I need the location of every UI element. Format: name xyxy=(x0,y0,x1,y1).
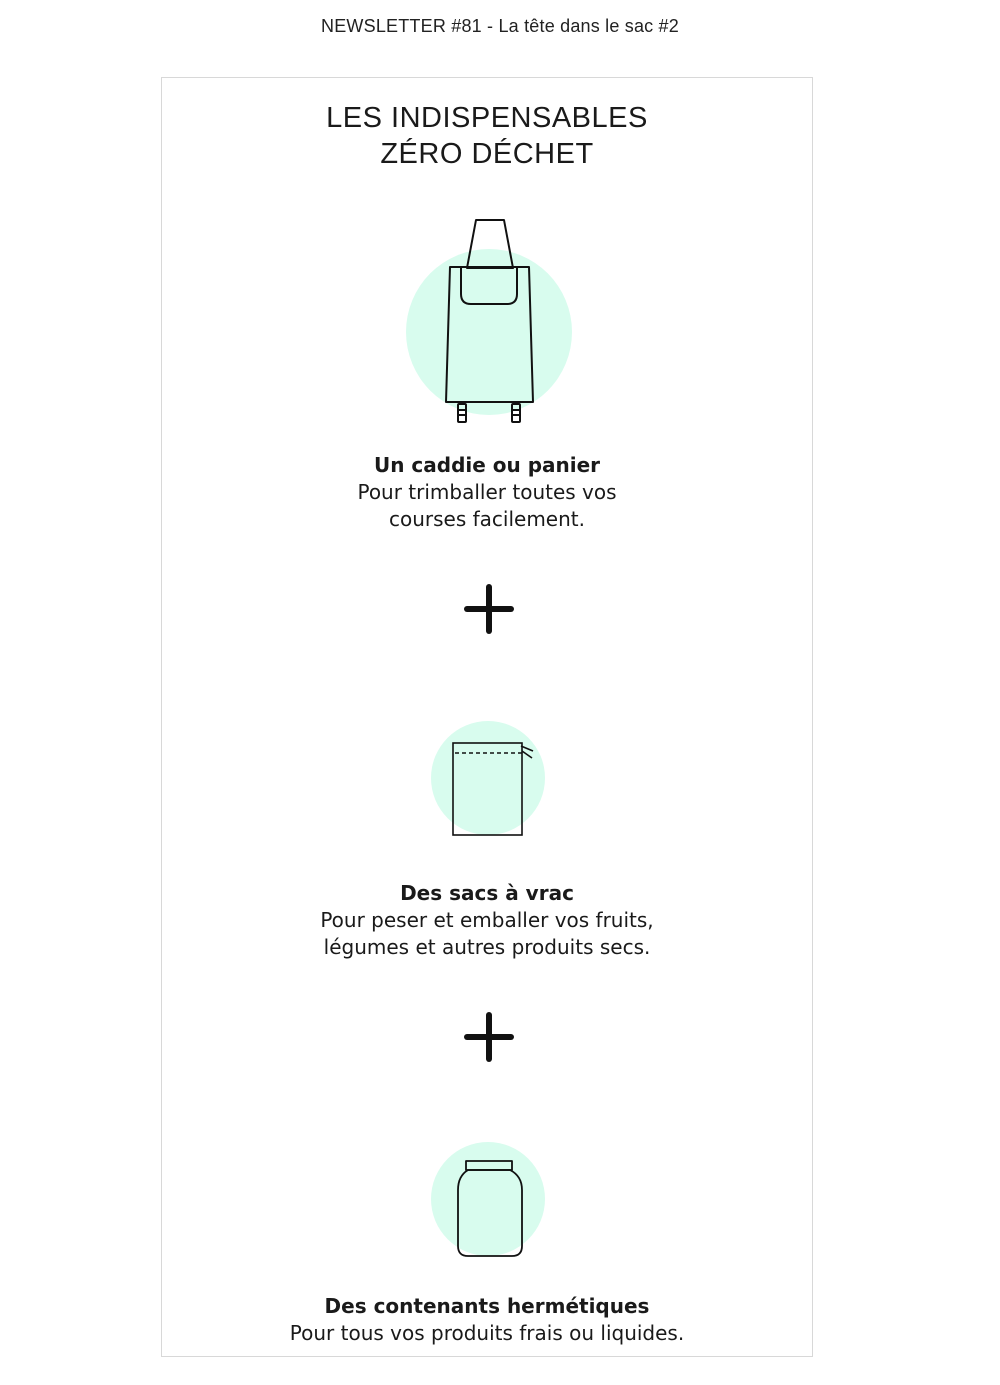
section-title-line-1: LES INDISPENSABLES xyxy=(326,102,648,134)
item-name-trolley: Un caddie ou panier xyxy=(373,453,601,477)
bulk-bag-icon xyxy=(430,718,550,840)
zero-waste-card xyxy=(161,77,813,1357)
item-caption-bulk-bag xyxy=(162,880,812,961)
shopping-trolley-icon xyxy=(401,216,581,428)
item-description-jar: Pour tous vos produits frais ou liquides. xyxy=(289,1321,685,1345)
plus-icon xyxy=(464,1012,514,1062)
item-description-bulk-bag: Pour peser et emballer vos fruits, légumes et autres produits secs. xyxy=(320,908,654,959)
jar-icon xyxy=(430,1140,550,1264)
item-description-trolley: Pour trimballer toutes vos courses facilement. xyxy=(357,480,617,531)
section-title xyxy=(162,100,812,172)
item-caption-jar xyxy=(162,1293,812,1347)
plus-icon xyxy=(464,584,514,634)
item-name-bulk-bag: Des sacs à vrac xyxy=(400,881,574,905)
item-caption-trolley xyxy=(162,452,812,533)
item-name-jar: Des contenants hermétiques xyxy=(324,1294,650,1318)
newsletter-header: NEWSLETTER #81 - La tête dans le sac #2 xyxy=(321,16,679,36)
section-title-line-2: ZÉRO DÉCHET xyxy=(380,138,594,170)
